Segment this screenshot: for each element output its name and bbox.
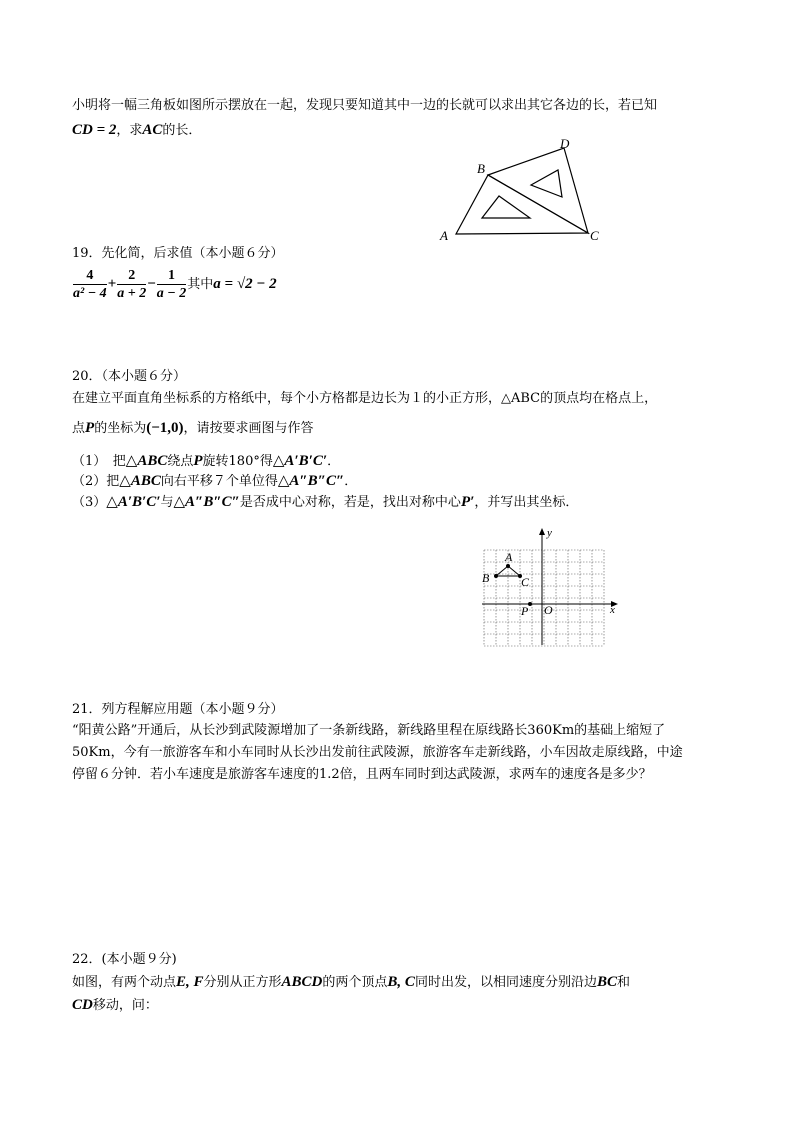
grid-label-O: O bbox=[544, 603, 553, 617]
label-B: B bbox=[477, 161, 485, 176]
point-b bbox=[494, 574, 498, 578]
q19-expression bbox=[72, 266, 722, 303]
coordinate-grid-figure bbox=[476, 523, 626, 651]
y-axis-arrow bbox=[539, 528, 545, 535]
q20-coordinate: (−1,0) bbox=[146, 420, 184, 436]
point-p bbox=[528, 602, 532, 606]
point-a bbox=[506, 564, 510, 568]
q19-value: a = √2 − 2 bbox=[213, 276, 277, 292]
q20-line2-pre: 点 bbox=[72, 421, 86, 436]
q20-item3: （3）△A′B′C′与△A″B″C″是否成中心对称，若是，找出对称中心P′，并写出其坐标． bbox=[72, 494, 579, 510]
inner-triangle-1 bbox=[482, 196, 530, 218]
grid-label-B: B bbox=[482, 571, 490, 585]
q20-line2-post: ，请按要求画图与作答 bbox=[183, 421, 314, 436]
q22-line1: 如图，有两个动点E, F分别从正方形ABCD的两个顶点B, C同时出发，以相同速度分别沿边BC和 bbox=[72, 974, 630, 990]
q20-line2-mid: 的坐标为 bbox=[94, 421, 147, 436]
grid-label-x: x bbox=[610, 604, 615, 616]
q21-title: 21．列方程解应用题（本小题９分） bbox=[72, 702, 284, 717]
q18-line2 bbox=[72, 120, 722, 141]
label-D: D bbox=[560, 136, 570, 151]
q21-line1: “阳黄公路”开通后，从长沙到武陵源增加了一条新线路，新线路里程在原线路长360Km的基础上缩短了 bbox=[72, 723, 666, 738]
q20-item1: （1） 把△ABC绕点P旋转180°得△A′B′C′． bbox=[72, 453, 341, 469]
q22-title: 22．(本小题９分) bbox=[72, 952, 177, 967]
fraction-2: $\frac{2}{a + 2}$ bbox=[117, 268, 147, 301]
grid-lines bbox=[484, 550, 604, 646]
fraction-1: $\frac{4}{\text{a² − 4}}$ bbox=[73, 268, 107, 301]
label-A: A bbox=[440, 228, 448, 243]
q21-line3: 停留６分钟．若小车速度是旅游客车速度的1.2倍，且两车同时到达武陵源，求两车的速度各是多少？ bbox=[72, 767, 652, 782]
q20-item2: （2）把△ABC向右平移７个单位得△A″B″C″． bbox=[72, 473, 358, 489]
q18-ask-prefix: ，求 bbox=[116, 123, 143, 138]
inner-triangle-2 bbox=[531, 170, 562, 197]
plus-sign: + bbox=[107, 276, 117, 292]
q18-ask-var: AC bbox=[142, 122, 163, 138]
q19-title: 19．先化简，后求值（本小题６分） bbox=[72, 246, 284, 261]
q18-line1: 小明将一幅三角板如图所示摆放在一起，发现只要知道其中一边的长就可以求出其它各边的长，若已知 bbox=[72, 98, 658, 113]
q18-condition: CD = 2 bbox=[72, 122, 117, 138]
grid-label-P: P bbox=[521, 604, 529, 618]
q20-line1: 在建立平面直角坐标系的方格纸中，每个小方格都是边长为１的小正方形，△ABC的顶点均在格点上， bbox=[72, 391, 658, 406]
grid-label-C: C bbox=[521, 575, 530, 589]
set-square-figure bbox=[430, 132, 610, 247]
q20-title: 20．（本小题６分） bbox=[72, 369, 187, 384]
label-C: C bbox=[590, 228, 599, 243]
q20-point-p: P bbox=[85, 420, 95, 436]
q18-ask-suffix: 的长． bbox=[162, 123, 202, 138]
grid-label-A: A bbox=[505, 550, 513, 564]
grid-label-y: y bbox=[547, 527, 552, 539]
outer-triangle-abc bbox=[456, 175, 588, 234]
fraction-3: $\frac{1}{a - 2}$ bbox=[156, 268, 187, 301]
q20-line2 bbox=[72, 418, 722, 439]
outer-triangle-bdc bbox=[488, 148, 588, 233]
q19-where: 其中 bbox=[187, 277, 214, 292]
minus-sign: − bbox=[147, 276, 156, 292]
q21-line2: 50Km，今有一旅游客车和小车同时从长沙出发前往武陵源，旅游客车走新线路，小车因故走原线路，中途 bbox=[72, 745, 683, 760]
q22-line2: CD移动，问： bbox=[72, 997, 158, 1013]
